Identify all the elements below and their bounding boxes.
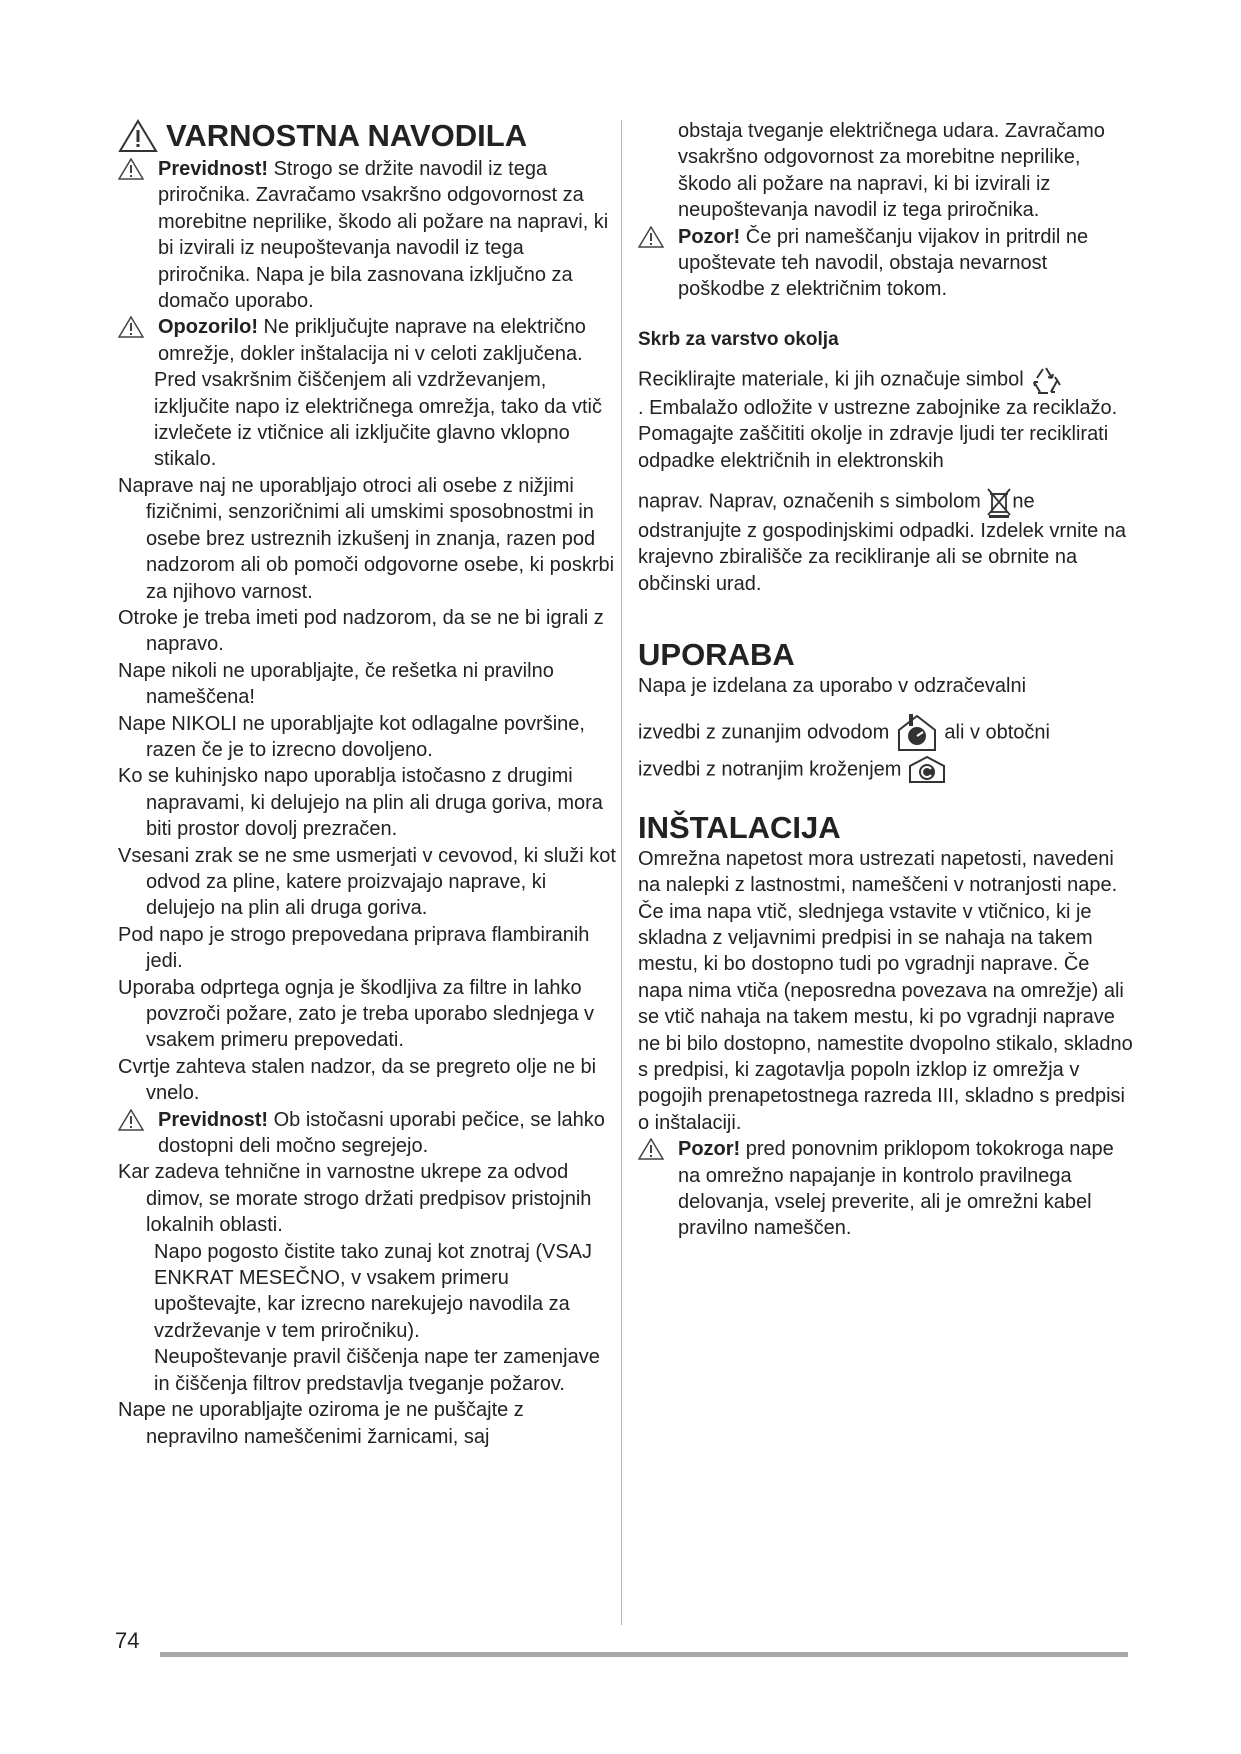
- warning-electrical: Opozorilo! Ne priključujte naprave na električno omrežje, dokler inštalacija ni v celoti zaključena.: [118, 314, 618, 367]
- section-title-installation: INŠTALACIJA: [638, 809, 841, 845]
- warning-icon: [638, 1138, 664, 1160]
- warning-label: Pozor!: [678, 1138, 741, 1161]
- para-gas-appliances: Ko se kuhinjsko napo uporablja istočasno z drugimi napravami, ki delujejo na plin ali druga goriva, mora biti prostor dovolj prezračen.: [118, 765, 603, 841]
- warning-caution-oven: Previdnost! Ob istočasni uporabi pečice, se lahko dostopni deli močno segrejejo.: [118, 1107, 618, 1160]
- para-noncompliance: Neupoštevanje pravil čiščenja nape ter zamenjave in čiščenja filtrov predstavlja tveganje požarov.: [154, 1346, 600, 1395]
- section-title-environment: Skrb za varstvo okolja: [638, 328, 839, 350]
- warning-label: Opozorilo!: [158, 316, 258, 339]
- warning-screws: Pozor! Če pri nameščanju vijakov in pritrdil ne upoštevate teh navodil, obstaja nevarnost poškodbe z električnim tokom.: [638, 224, 1138, 303]
- para-children: Naprave naj ne uporabljajo otroci ali osebe z nižjimi fizičnimi, senzoričnimi ali umskimi sposobnostmi in osebe brez ustreznih izkušenj in znanja, razen pod nadzorom ali ob pomoči odgovorne osebe, ki poskrbi za njihovo varnost.: [118, 474, 615, 603]
- left-column: [118, 118, 618, 1450]
- para-use-3: izvedbi z notranjim kroženjem: [638, 754, 1138, 786]
- warning-caution-1: Previdnost! Strogo se držite navodil iz tega priročnika. Zavračamo vsakršno odgovornost za morebitne neprilike, škodo ali požare na napravi, ki bi izvirali iz neupoštevanja navodil iz tega priročnika. Napa je bila zasnovana izključno za domačo uporabo.: [118, 156, 618, 314]
- warning-reconnect: Pozor! pred ponovnim priklopom tokokroga nape na omrežno napajanje in kontrolo pravilnega delovanja, vselej preverite, ali je omrežni kabel pravilno nameščen.: [638, 1136, 1138, 1242]
- warning-icon: [118, 119, 158, 153]
- para-exhaust-air: Vsesani zrak se ne sme usmerjati v cevovod, ki služi kot odvod za pline, katere proizvajajo naprave, ki delujejo na plin ali druga goriva.: [118, 844, 616, 920]
- para-clean-often: Napo pogosto čistite tako zunaj kot znotraj (VSAJ ENKRAT MESEČNO, v vsakem primeru upoštevajte, kar izrecno narekujejo navodila za vzdrževanje v tem priročniku).: [154, 1240, 593, 1342]
- recirculation-mode-icon: [907, 754, 947, 786]
- right-column: [638, 118, 1138, 1242]
- warning-label: Previdnost!: [158, 158, 269, 180]
- warning-label: Previdnost!: [158, 1108, 269, 1131]
- para-frying: Cvrtje zahteva stalen nadzor, da se pregreto olje ne bi vnelo.: [118, 1055, 597, 1105]
- para-cleaning: Pred vsakršnim čiščenjem ali vzdrževanjem, izključite napo iz električnega omrežja, tako da vtič izvlečete iz vtičnice ali izključite glavno vklopno stikalo.: [154, 369, 602, 471]
- safety-heading: [118, 118, 618, 154]
- para-continued: obstaja tveganje električnega udara. Zavračamo vsakršno odgovornost za morebitne neprilike, škodo ali požare na napravi, ki bi izvirali iz neupoštevanja navodil iz tega priročnika.: [678, 120, 1105, 222]
- para-technical: Kar zadeva tehnične in varnostne ukrepe za odvod dimov, se morate strogo držati predpisov pristojnih lokalnih oblasti.: [118, 1161, 592, 1237]
- page-number: 74: [115, 1628, 140, 1653]
- para-open-fire: Uporaba odprtega ognja je škodljiva za filtre in lahko povzroči požare, zato je treba uporabo slednjega v vsakem primeru prepovedati.: [118, 976, 595, 1052]
- ducted-mode-icon: [895, 712, 939, 754]
- para-never-surface: Nape NIKOLI ne uporabljajte kot odlagalne površine, razen če je to izrecno dovoljeno.: [118, 712, 585, 761]
- para-use-2: izvedbi z zunanjim odvodom ali v obtočni: [638, 712, 1138, 754]
- para-recycle: Reciklirajte materiale, ki jih označuje simbol . Embalažo odložite v ustrezne zabojnike za reciklažo.: [638, 365, 1138, 421]
- section-title-use: UPORABA: [638, 637, 795, 673]
- crossed-bin-icon: [986, 486, 1012, 518]
- warning-icon: [638, 226, 664, 248]
- section-title-safety: VARNOSTNA NAVODILA: [166, 118, 528, 153]
- para-weee: naprav. Naprav, označenih s simbolom ne odstranjujte z gospodinjskimi odpadki. Izdelek vrnite na krajevno zbirališče za recikliranje ali se obrnite na občinski urad.: [638, 486, 1138, 597]
- warning-icon: [118, 316, 144, 338]
- para-supervise: Otroke je treba imeti pod nadzorom, da se ne bi igrali z napravo.: [118, 606, 604, 656]
- para-installation: Omrežna napetost mora ustrezati napetosti, navedeni na nalepki z lastnostmi, nameščeni v notranjosti nape. Če ima napa vtič, slednjega vstavite v vtičnico, ki je skladna z veljavnimi predpisi in se nahaja na takem mestu, ki bo dostopno tudi po vgradnji naprave. Če napa nima vtiča (neposredna povezava na omrežje) ali se vtič nahaja na takem mestu, ki po vgradnji naprave ne bi bilo dostopno, namestite dvopolno stikalo, skladno s predpisi, ki zagotavlja popoln izklop iz omrežja v pogojih prenapetostnega razreda III, skladno s predpisi o inštalaciji.: [638, 847, 1133, 1134]
- warning-icon: [118, 158, 144, 180]
- para-flambe: Pod napo je strogo prepovedana priprava flambiranih jedi.: [118, 923, 590, 973]
- warning-icon: [118, 1109, 144, 1131]
- para-lamps: Nape ne uporabljajte oziroma je ne puščajte z nepravilno nameščenimi žarnicami, saj: [118, 1399, 524, 1448]
- para-use-1: Napa je izdelana za uporabo v odzračevalni: [638, 675, 1027, 698]
- column-divider: [621, 120, 622, 1625]
- warning-label: Pozor!: [678, 225, 741, 248]
- recycle-icon: [1029, 365, 1063, 395]
- footer-rule: [160, 1652, 1128, 1657]
- para-grille: Nape nikoli ne uporabljajte, če rešetka ni pravilno nameščena!: [118, 659, 554, 709]
- para-help-environment: Pomagajte zaščititi okolje in zdravje ljudi ter reciklirati odpadke električnih in elektronskih: [638, 423, 1109, 472]
